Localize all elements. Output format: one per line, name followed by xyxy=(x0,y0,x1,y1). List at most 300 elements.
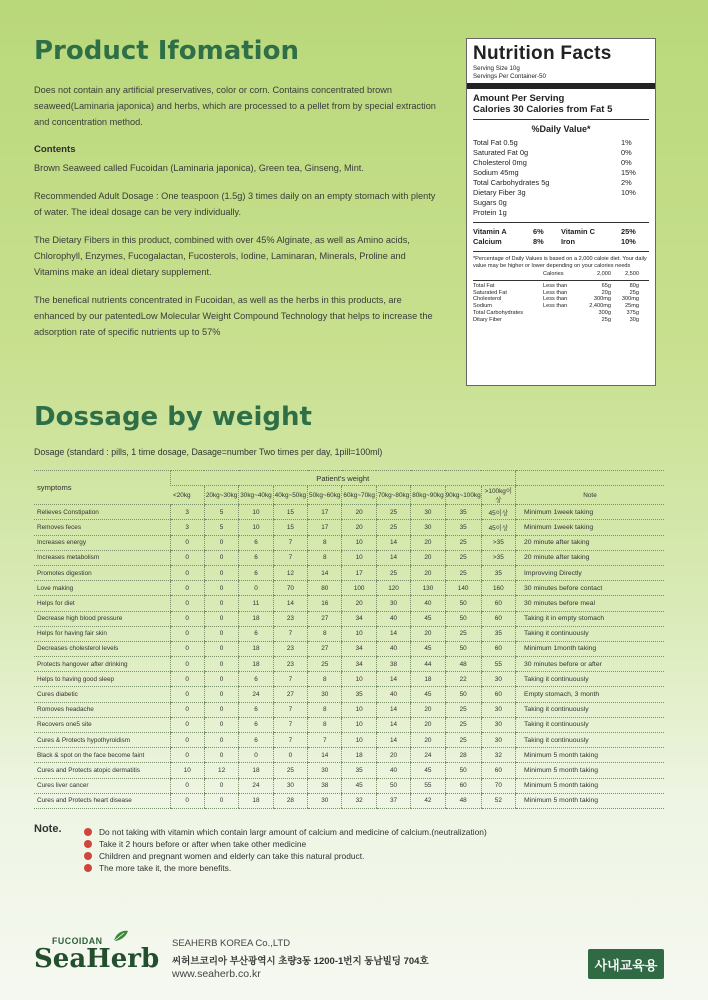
dosage-text: Recommended Adult Dosage : One teaspoon (1.5g) 3 times daily on an empty stomach with plenty of water. The ideal dosage can be very individually. xyxy=(34,191,436,217)
table-row xyxy=(34,763,664,778)
table-row xyxy=(34,641,664,656)
dose-cell: 30 xyxy=(481,717,515,732)
nutrient-label: Sugars 0g xyxy=(473,198,507,207)
dose-cell: 20 xyxy=(411,702,445,717)
dose-cell: 60 xyxy=(481,687,515,702)
table-row xyxy=(34,717,664,732)
dose-cell: 28 xyxy=(273,793,307,808)
reference-cell: Ditary Fiber xyxy=(473,316,502,323)
dose-cell: 60 xyxy=(445,778,481,793)
dose-cell: 15 xyxy=(273,505,307,520)
divider xyxy=(473,280,649,281)
nutrient-label: Saturated Fat 0g xyxy=(473,148,529,157)
table-row xyxy=(34,748,664,763)
dose-cell: 48 xyxy=(445,793,481,808)
dose-cell: 10 xyxy=(342,733,376,748)
dose-cell: 130 xyxy=(411,581,445,596)
nutrient-row xyxy=(473,198,649,208)
dose-cell: 160 xyxy=(481,581,515,596)
reference-cell: Total Fat xyxy=(473,282,495,289)
dose-cell: 30 xyxy=(376,596,410,611)
dose-cell: 40 xyxy=(376,687,410,702)
dose-cell: 7 xyxy=(273,717,307,732)
note-cell: Taking it continuously xyxy=(516,626,664,641)
dose-cell: 18 xyxy=(239,763,273,778)
dose-cell: 0 xyxy=(170,702,204,717)
note-cell: Taking it continuously xyxy=(516,672,664,687)
nutrient-dv: 0% xyxy=(621,158,632,167)
dose-cell: 100 xyxy=(342,581,376,596)
dose-cell: 11 xyxy=(239,596,273,611)
nutrient-dv xyxy=(621,208,649,218)
dose-cell: 45 xyxy=(411,687,445,702)
reference-cell: 375g xyxy=(626,309,639,316)
dose-cell: 10 xyxy=(239,505,273,520)
dose-cell: 0 xyxy=(204,565,238,580)
dose-cell: 42 xyxy=(411,793,445,808)
weight-column-header: 30kg~40kg xyxy=(239,486,273,505)
dose-cell: 28 xyxy=(445,748,481,763)
reference-header-cell: 2,000 xyxy=(597,271,611,277)
dose-cell: 0 xyxy=(170,641,204,656)
dose-cell: 50 xyxy=(376,778,410,793)
nutrient-label: Total Carbohydrates 5g xyxy=(473,178,550,187)
dose-cell: 50 xyxy=(445,763,481,778)
dose-cell: 17 xyxy=(308,520,342,535)
dose-cell: 10 xyxy=(342,626,376,641)
bullet-icon xyxy=(84,828,92,836)
dose-cell: 25 xyxy=(445,733,481,748)
dose-cell: 45 xyxy=(342,778,376,793)
divider xyxy=(473,251,649,252)
dose-cell: 25 xyxy=(445,550,481,565)
note-text: Take it 2 hours before or after when take other medicine xyxy=(99,839,307,849)
nutrient-label: Total Fat 0.5g xyxy=(473,138,518,147)
dose-cell: 45 xyxy=(411,641,445,656)
symptom-cell: Cures and Protects heart disease xyxy=(34,793,170,808)
dose-cell: 20 xyxy=(411,733,445,748)
dose-cell: 8 xyxy=(308,702,342,717)
symptom-cell: Increases metabolism xyxy=(34,550,170,565)
dose-cell: 8 xyxy=(308,550,342,565)
weight-column-header: 40kg~50kg xyxy=(273,486,307,505)
dose-cell: 0 xyxy=(170,611,204,626)
nutrient-list xyxy=(473,138,649,218)
nutrient-row xyxy=(473,148,649,158)
dose-cell: 12 xyxy=(273,565,307,580)
table-row xyxy=(34,793,664,808)
contents-heading: Contents xyxy=(34,144,76,155)
dossage-table xyxy=(34,470,664,809)
vitamin-label: Iron xyxy=(561,237,575,246)
dose-cell: 140 xyxy=(445,581,481,596)
nutrient-label: Cholesterol 0mg xyxy=(473,158,527,167)
dose-cell: 35 xyxy=(342,763,376,778)
symptom-cell: Cures and Protects atopic dermatitis xyxy=(34,763,170,778)
nutrient-row xyxy=(473,188,649,198)
reference-row xyxy=(473,290,649,297)
reference-cell: 2,400mg xyxy=(589,303,611,310)
dose-cell: 44 xyxy=(411,657,445,672)
dose-cell: 45 xyxy=(411,763,445,778)
nutrition-facts-panel xyxy=(466,38,656,386)
dose-cell: 70 xyxy=(481,778,515,793)
reference-cell: Less than xyxy=(543,303,568,310)
dose-cell: 7 xyxy=(273,550,307,565)
reference-cell: 25g xyxy=(629,289,639,296)
table-row xyxy=(34,733,664,748)
dose-cell: 30 xyxy=(308,687,342,702)
dose-cell: 0 xyxy=(239,748,273,763)
product-description xyxy=(34,82,442,352)
symptom-cell: Decreases cholesterol levels xyxy=(34,641,170,656)
dose-cell: 40 xyxy=(376,763,410,778)
reference-header xyxy=(473,271,649,278)
weight-column-header: 50kg~60kg xyxy=(308,486,342,505)
dose-cell: 30 xyxy=(411,505,445,520)
daily-value-footnote: *Percentage of Daily Values is based on a 2,000 caloie diet. Your daily value may be higher or lower depending on your calories needs xyxy=(473,256,647,269)
dose-cell: 8 xyxy=(308,717,342,732)
dose-cell: 14 xyxy=(308,565,342,580)
symptom-cell: Black & spot on the face become faint xyxy=(34,748,170,763)
dose-cell: 17 xyxy=(342,565,376,580)
dose-cell: 0 xyxy=(170,687,204,702)
dose-cell: 6 xyxy=(239,565,273,580)
dose-cell: 25 xyxy=(308,657,342,672)
dose-cell: 0 xyxy=(204,702,238,717)
weight-column-header: 70kg~80kg xyxy=(376,486,410,505)
symptom-cell: Increases energy xyxy=(34,535,170,550)
divider xyxy=(473,222,649,223)
dose-cell: 7 xyxy=(273,626,307,641)
notes-label: Note. xyxy=(34,823,62,835)
dose-cell: 0 xyxy=(239,581,273,596)
note-cell: Minimum 1week taking xyxy=(516,505,664,520)
table-row xyxy=(34,611,664,626)
dose-cell: 3 xyxy=(170,505,204,520)
dose-cell: 8 xyxy=(308,672,342,687)
nutrient-row xyxy=(473,208,649,218)
symptom-cell: Protects hangover after drinking xyxy=(34,657,170,672)
daily-value-heading: %Daily Value* xyxy=(531,124,591,134)
dose-cell: 20 xyxy=(342,596,376,611)
dose-cell: 50 xyxy=(445,596,481,611)
nutrient-dv: 0% xyxy=(621,148,632,157)
internal-training-badge: 사내교육용 xyxy=(588,949,664,979)
table-row xyxy=(34,535,664,550)
vitamin-label: Vitamin A xyxy=(473,227,507,236)
dose-cell: 35 xyxy=(445,505,481,520)
note-cell: Minimum 1week taking xyxy=(516,520,664,535)
dose-cell: 0 xyxy=(273,748,307,763)
dose-cell: 60 xyxy=(481,763,515,778)
dose-cell: 0 xyxy=(204,657,238,672)
reference-table xyxy=(473,283,649,324)
dose-cell: 0 xyxy=(204,672,238,687)
dose-cell: 34 xyxy=(342,641,376,656)
nutrient-dv xyxy=(621,198,649,208)
reference-cell: Total Carbohydrates xyxy=(473,309,524,316)
dose-cell: 25 xyxy=(376,520,410,535)
weight-header: Patient's weight xyxy=(170,471,516,486)
note-cell: 20 minute after taking xyxy=(516,550,664,565)
symptom-cell: Love making xyxy=(34,581,170,596)
dose-cell: 0 xyxy=(170,565,204,580)
dose-cell: 24 xyxy=(411,748,445,763)
dose-cell: 16 xyxy=(308,596,342,611)
dose-cell: 25 xyxy=(445,702,481,717)
dose-cell: 20 xyxy=(411,717,445,732)
dose-cell: 14 xyxy=(376,702,410,717)
dose-cell: 70 xyxy=(273,581,307,596)
dose-cell: 14 xyxy=(376,550,410,565)
dose-cell: 27 xyxy=(308,611,342,626)
dose-cell: 0 xyxy=(204,550,238,565)
dose-cell: 120 xyxy=(376,581,410,596)
table-row xyxy=(34,626,664,641)
dose-cell: 0 xyxy=(170,657,204,672)
reference-cell: 25mg xyxy=(625,303,639,310)
dose-cell: 6 xyxy=(239,535,273,550)
dose-cell: 18 xyxy=(239,657,273,672)
dose-cell: 6 xyxy=(239,550,273,565)
dose-cell: 34 xyxy=(342,657,376,672)
dose-cell: 45이상 xyxy=(481,520,515,535)
reference-cell: 300mg xyxy=(593,296,611,303)
nutrition-title: Nutrition Facts xyxy=(473,43,612,64)
logo-small: FUCOIDAN xyxy=(52,936,103,946)
dose-cell: 60 xyxy=(481,641,515,656)
servings-per-container: Servings Per Container-50 xyxy=(473,72,546,80)
divider xyxy=(473,119,649,120)
dose-cell: 14 xyxy=(376,672,410,687)
dose-cell: 38 xyxy=(376,657,410,672)
dose-cell: 24 xyxy=(239,687,273,702)
note-cell: 20 minute after taking xyxy=(516,535,664,550)
reference-cell xyxy=(543,317,575,324)
symptom-cell: Recovers one5 site xyxy=(34,717,170,732)
symptom-cell: Promotes digestion xyxy=(34,565,170,580)
nutrient-dv: 10% xyxy=(621,188,636,197)
symptom-cell: Relieves Constipation xyxy=(34,505,170,520)
bullet-icon xyxy=(84,852,92,860)
dose-cell: 18 xyxy=(239,641,273,656)
dose-cell: 0 xyxy=(204,733,238,748)
dose-cell: 7 xyxy=(273,672,307,687)
note-header: Note xyxy=(516,486,664,505)
dose-cell: 38 xyxy=(308,778,342,793)
dose-cell: 14 xyxy=(376,535,410,550)
vitamin-dv: 8% xyxy=(533,237,544,246)
dose-cell: 34 xyxy=(342,611,376,626)
dossage-title: Dossage by weight xyxy=(34,402,312,432)
vitamin-dv: 25% xyxy=(621,227,636,236)
symptom-cell: Decrease high blood pressure xyxy=(34,611,170,626)
dose-cell: 22 xyxy=(445,672,481,687)
amount-per-serving: Amount Per Serving xyxy=(473,93,565,104)
weight-column-header: 20kg~30kg xyxy=(204,486,238,505)
reference-cell: 300mg xyxy=(621,296,639,303)
symptom-cell: Cures liver cancer xyxy=(34,778,170,793)
dose-cell: 6 xyxy=(239,717,273,732)
vitamin-label: Vitamin C xyxy=(561,227,595,236)
nutrient-row xyxy=(473,138,649,148)
dose-cell: 3 xyxy=(170,520,204,535)
dose-cell: 0 xyxy=(204,611,238,626)
dose-cell: 20 xyxy=(342,520,376,535)
dose-cell: 7 xyxy=(273,702,307,717)
dose-cell: 0 xyxy=(204,626,238,641)
dose-cell: 30 xyxy=(308,793,342,808)
note-cell: 30 minutes before contact xyxy=(516,581,664,596)
dose-cell: 0 xyxy=(170,717,204,732)
dose-cell: 14 xyxy=(376,733,410,748)
reference-row xyxy=(473,283,649,290)
dose-cell: 5 xyxy=(204,505,238,520)
dose-cell: 40 xyxy=(376,641,410,656)
note-item xyxy=(84,826,664,838)
dose-cell: 10 xyxy=(342,550,376,565)
divider xyxy=(467,83,655,89)
note-text: Children and pregnant women and elderly can take this natural product. xyxy=(99,851,365,861)
contents-text: Brown Seaweed called Fucoidan (Laminaria japonica), Green tea, Ginseng, Mint. xyxy=(34,163,364,173)
reference-cell: Less than xyxy=(543,296,568,303)
dose-cell: 52 xyxy=(481,793,515,808)
dose-cell: 23 xyxy=(273,611,307,626)
dose-cell: 45 xyxy=(411,611,445,626)
weight-column-header: 90kg~100kg xyxy=(445,486,481,505)
dose-cell: 25 xyxy=(445,535,481,550)
note-cell: Taking it in empty stomach xyxy=(516,611,664,626)
dose-cell: 24 xyxy=(239,778,273,793)
dose-cell: 5 xyxy=(204,520,238,535)
reference-header-cell xyxy=(473,271,543,278)
note-cell: Minimum 5 month taking xyxy=(516,793,664,808)
note-header-spacer xyxy=(516,471,664,486)
dose-cell: 40 xyxy=(376,611,410,626)
reference-row xyxy=(473,303,649,310)
weight-column-header: <20kg xyxy=(170,486,204,505)
dose-cell: 18 xyxy=(239,611,273,626)
nutrient-dv: 2% xyxy=(621,178,632,187)
dose-cell: 0 xyxy=(170,672,204,687)
dose-cell: 30 xyxy=(481,672,515,687)
bullet-icon xyxy=(84,840,92,848)
fiber-text: The Dietary Fibers in this product, combined with over 45% Alginate, as well as Amino acids, Chlorophyll, Enzymes, Fucogalactan, Fucosterols, Iodine, Laminaran, Minerals, Proline and Vitamins make an ideal dietary supplement. xyxy=(34,235,410,277)
table-row xyxy=(34,505,664,520)
table-row xyxy=(34,657,664,672)
dose-cell: 50 xyxy=(445,611,481,626)
bullet-icon xyxy=(84,864,92,872)
dose-cell: 0 xyxy=(170,626,204,641)
dose-cell: 18 xyxy=(239,793,273,808)
website-link[interactable]: www.seaherb.co.kr xyxy=(172,968,261,980)
dose-cell: 25 xyxy=(445,717,481,732)
dose-cell: 25 xyxy=(273,763,307,778)
dose-cell: 0 xyxy=(204,535,238,550)
dose-cell: 6 xyxy=(239,702,273,717)
reference-cell xyxy=(543,310,575,317)
note-cell: Improvving Directly xyxy=(516,565,664,580)
reference-cell: Saturated Fat xyxy=(473,289,507,296)
dose-cell: 14 xyxy=(376,717,410,732)
dose-cell: 30 xyxy=(308,763,342,778)
nutrient-label: Protein 1g xyxy=(473,208,507,217)
symptom-cell: Cures & Protects hypothyroidism xyxy=(34,733,170,748)
dose-cell: 20 xyxy=(411,550,445,565)
dose-cell: 55 xyxy=(411,778,445,793)
reference-cell: 300g xyxy=(598,309,611,316)
dose-cell: 0 xyxy=(170,748,204,763)
dose-cell: 23 xyxy=(273,657,307,672)
dose-cell: 50 xyxy=(445,687,481,702)
nutrient-row xyxy=(473,158,649,168)
note-cell: Minimum 1month taking xyxy=(516,641,664,656)
dose-cell: 20 xyxy=(342,505,376,520)
company-address: 씨허브코리아 부산광역시 초량3동 1200-1번지 동남빌딩 704호 xyxy=(172,956,429,967)
dose-cell: 17 xyxy=(308,505,342,520)
note-cell: Minimum 5 month taking xyxy=(516,778,664,793)
nutrient-label: Dietary Fiber 3g xyxy=(473,188,526,197)
dose-cell: 25 xyxy=(445,565,481,580)
dose-cell: 30 xyxy=(411,520,445,535)
dose-cell: 35 xyxy=(481,565,515,580)
vitamin-dv: 6% xyxy=(533,227,544,236)
dose-cell: 80 xyxy=(308,581,342,596)
dose-cell: 10 xyxy=(342,702,376,717)
dose-cell: 55 xyxy=(481,657,515,672)
nutrient-row xyxy=(473,168,649,178)
symptoms-header: symptoms xyxy=(34,471,170,505)
dose-cell: 60 xyxy=(481,596,515,611)
dose-cell: 20 xyxy=(411,565,445,580)
dose-cell: 0 xyxy=(204,641,238,656)
dose-cell: 20 xyxy=(376,748,410,763)
notes-list xyxy=(84,826,664,874)
dose-cell: 15 xyxy=(273,520,307,535)
dose-cell: 37 xyxy=(376,793,410,808)
dossage-rows xyxy=(34,505,664,809)
nutrient-dv: 15% xyxy=(621,168,636,177)
dose-cell: 23 xyxy=(273,641,307,656)
weight-column-header: 80kg~90kg xyxy=(411,486,445,505)
dose-cell: 25 xyxy=(376,565,410,580)
symptom-cell: Removes feces xyxy=(34,520,170,535)
dose-cell: 6 xyxy=(239,672,273,687)
table-row xyxy=(34,550,664,565)
dose-cell: 27 xyxy=(273,687,307,702)
dose-cell: 0 xyxy=(170,581,204,596)
dose-cell: 6 xyxy=(239,626,273,641)
dose-cell: 0 xyxy=(204,778,238,793)
nutrient-dv: 1% xyxy=(621,138,632,147)
reference-header-cell: Calories xyxy=(543,271,564,277)
dose-cell: 0 xyxy=(204,748,238,763)
dose-cell: 20 xyxy=(411,626,445,641)
vitamin-grid xyxy=(473,227,649,247)
note-cell: Taking it continuously xyxy=(516,717,664,732)
dose-cell: 7 xyxy=(273,535,307,550)
table-row xyxy=(34,581,664,596)
dose-cell: 0 xyxy=(204,581,238,596)
table-row xyxy=(34,672,664,687)
dose-cell: 25 xyxy=(445,626,481,641)
dose-cell: >35 xyxy=(481,550,515,565)
note-cell: Minimum 5 month taking xyxy=(516,748,664,763)
reference-row xyxy=(473,296,649,303)
dose-cell: 8 xyxy=(308,626,342,641)
product-title: Product Ifomation xyxy=(34,36,299,66)
